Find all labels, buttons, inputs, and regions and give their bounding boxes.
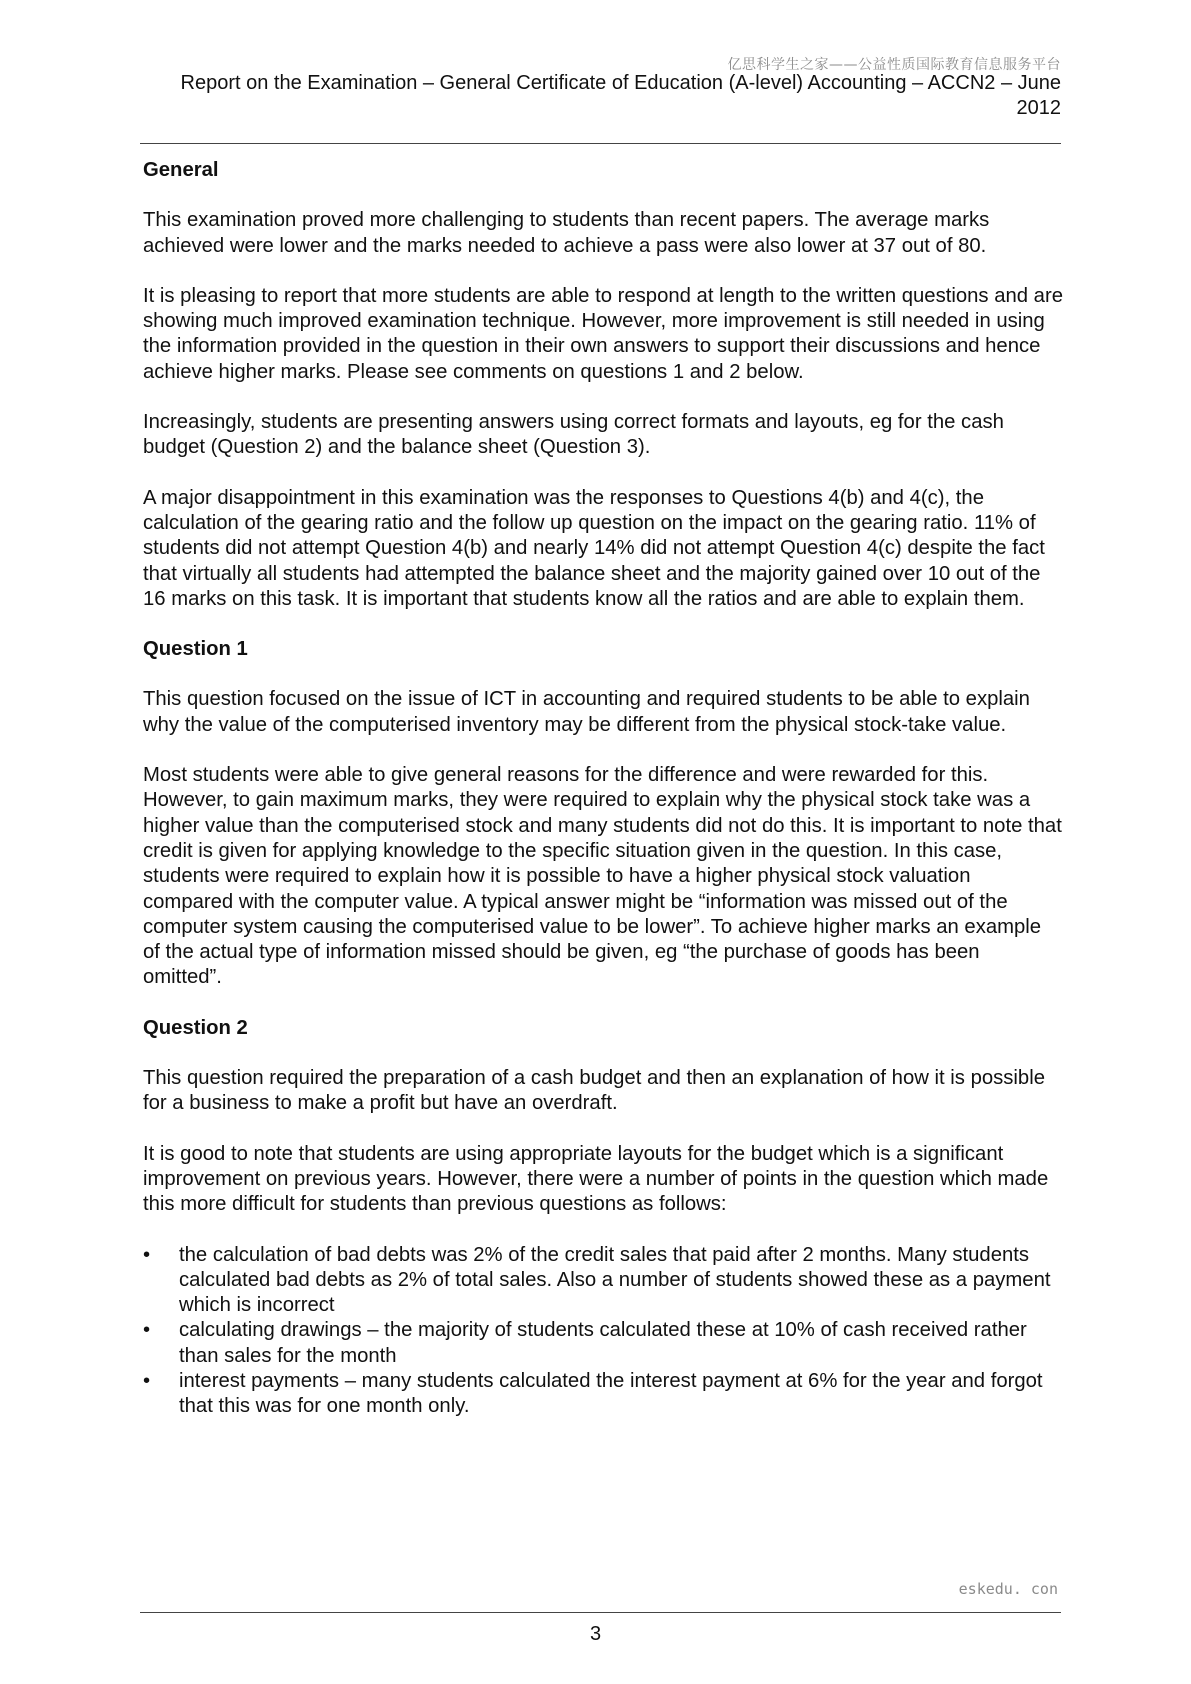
section-heading-question-1: Question 1: [143, 638, 248, 661]
watermark-bottom: eskedu. con: [958, 1580, 1058, 1598]
section-heading-question-2: Question 2: [143, 1016, 248, 1039]
report-body: [143, 158, 1063, 1420]
list-item: [143, 1369, 1063, 1420]
watermark-top: 亿思科学生之家——公益性质国际教育信息服务平台: [727, 57, 1061, 73]
list-item-text: calculating drawings – the majority of students calculated these at 10% of cash received rather than sales for the month: [179, 1319, 1027, 1367]
running-header: [140, 71, 1061, 121]
paragraph: Increasingly, students are presenting answers using correct formats and layouts, eg for the cash budget (Question 2) and the balance sheet (Question 3).: [143, 411, 1004, 459]
list-item-text: interest payments – many students calculated the interest payment at 6% for the year and forgot that this was for one month only.: [179, 1369, 1043, 1418]
bullet-icon: •: [143, 1243, 151, 1266]
bullet-icon: •: [143, 1319, 151, 1342]
list-item: [143, 1243, 1063, 1319]
running-header-line-1: Report on the Examination – General Certificate of Education (A-level) Accounting – ACCN2 – June: [180, 72, 1061, 94]
bullet-list: [143, 1243, 1063, 1420]
bullet-icon: •: [143, 1369, 151, 1392]
page-number: 3: [589, 1623, 602, 1645]
paragraph: It is pleasing to report that more students are able to respond at length to the written questions and are showing much improved examination technique. However, more improvement is still needed in using the information provided in the question in their own answers to support their discussions and hence achieve higher marks. Please see comments on questions 1 and 2 below.: [143, 284, 1063, 383]
section-heading-general: General: [143, 159, 219, 181]
running-header-line-2: 2012: [1016, 97, 1061, 119]
paragraph: A major disappointment in this examination was the responses to Questions 4(b) and 4(c), the calculation of the gearing ratio and the follow up question on the impact on the gearing ratio. 11% of students did not attempt Question 4(b) and nearly 14% did not attempt Question 4(c) despite the fact that virtually all students had attempted the balance sheet and the majority gained over 10 out of the 16 marks on this task. It is important that students know all the ratios and are able to explain them.: [143, 486, 1045, 610]
paragraph: This question focused on the issue of ICT in accounting and required students to be able to explain why the value of the computerised inventory may be different from the physical stock-take value.: [143, 688, 1030, 736]
list-item-text: the calculation of bad debts was 2% of the credit sales that paid after 2 months. Many students calculated bad debts as 2% of total sales. Also a number of students showed these as a payment which is incorrect: [179, 1243, 1051, 1317]
paragraph: It is good to note that students are using appropriate layouts for the budget which is a significant improvement on previous years. However, there were a number of points in the question which made this more difficult for students than previous questions as follows:: [143, 1142, 1049, 1216]
footer-divider: [140, 1612, 1061, 1613]
paragraph: Most students were able to give general reasons for the difference and were rewarded for this. However, to gain maximum marks, they were required to explain why the physical stock take was a higher value than the computerised stock and many students did not do this. It is important to note that credit is given for applying knowledge to the specific situation given in the question. In this case, students were required to explain how it is possible to have a higher physical stock valuation compared with the computer value. A typical answer might be “information was missed out of the computer system causing the computerised value to be lower”. To achieve higher marks an example of the actual type of information missed should be given, eg “the purchase of goods has been omitted”.: [143, 764, 1062, 989]
list-item: [143, 1318, 1063, 1369]
paragraph: This question required the preparation of a cash budget and then an explanation of how it is possible for a business to make a profit but have an overdraft.: [143, 1067, 1045, 1115]
paragraph: This examination proved more challenging to students than recent papers. The average marks achieved were lower and the marks needed to achieve a pass were also lower at 37 out of 80.: [143, 209, 990, 257]
header-divider: [140, 143, 1061, 144]
